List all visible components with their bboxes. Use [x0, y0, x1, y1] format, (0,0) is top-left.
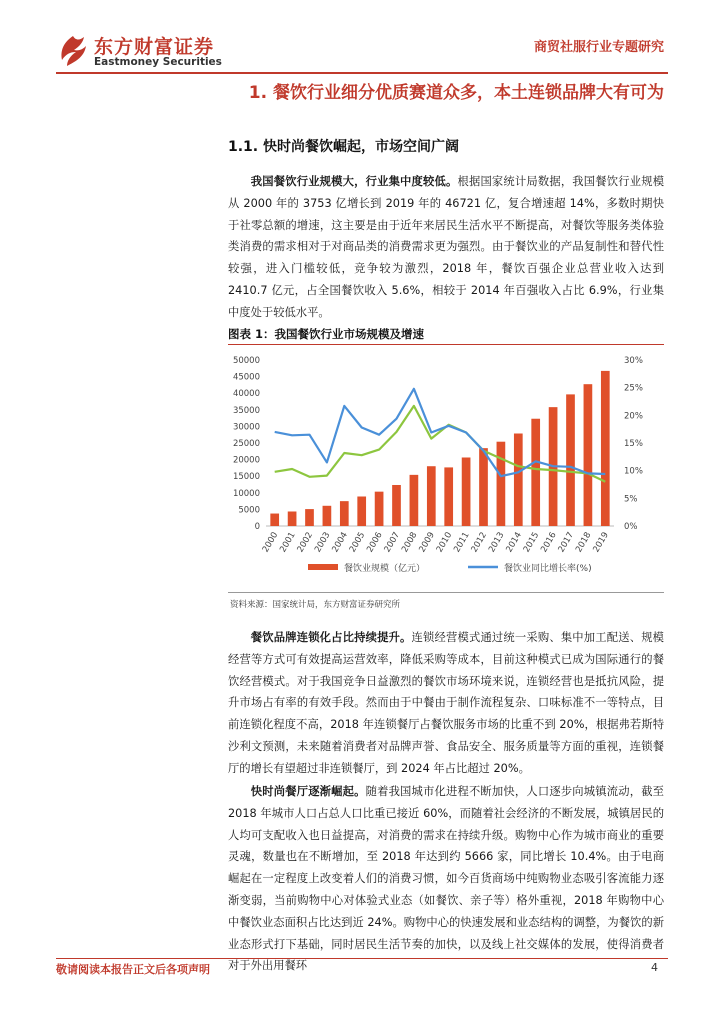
- x-tick-label: 2002: [295, 530, 316, 555]
- bar-2017: [566, 394, 575, 526]
- figure-bottom-rule: [228, 592, 664, 593]
- brand-name-en: Eastmoney Securities: [94, 56, 222, 68]
- paragraph-lead: 餐饮品牌连锁化占比持续提升。: [250, 631, 412, 644]
- bar-2014: [514, 434, 523, 526]
- x-tick-label: 2005: [347, 530, 368, 555]
- x-tick-label: 2008: [400, 530, 420, 555]
- legend-swatch-bar: [308, 564, 338, 570]
- y-tick-label: 50000: [232, 356, 260, 366]
- page-number: 4: [651, 961, 658, 974]
- x-tick-label: 2009: [417, 530, 437, 555]
- legend-label-line: 餐饮业同比增长率(%): [504, 564, 592, 574]
- y-tick-label: 15000: [232, 472, 260, 483]
- x-tick-label: 2017: [556, 530, 577, 555]
- paragraph-body: 根据国家统计局数据，我国餐饮行业规模从 2000 年的 3753 亿增长到 2019 年的 46721 亿，复合增速超 14%，多数时期快于社零总额的增速，这主要是由于近年来居民生活水平不断提高，对餐饮等服务类体验类消费的需求相对于对商品类的消费需求更为强烈。由于餐饮业的产品复制性和替代性较强，进入门槛较低，竞争较为激烈，2018 年，餐饮百强企业总营业收入达到 2410.7 亿元，占全国餐饮收入 5.6%，相较于 2014 年百强收入占比 6.9%，行业集中度处于较低水平。: [228, 175, 664, 319]
- eastmoney-logo-icon: [56, 34, 90, 68]
- x-tick-label: 2016: [539, 530, 559, 555]
- footer-divider: [56, 958, 668, 959]
- y2-tick-label: 25%: [624, 383, 643, 394]
- bar-2015: [531, 419, 540, 526]
- paragraph-lead: 快时尚餐厅逐渐崛起。: [250, 785, 366, 798]
- bar-2011: [462, 457, 471, 526]
- bar-2006: [375, 492, 384, 526]
- paragraph-lead: 我国餐饮行业规模大，行业集中度较低。: [250, 175, 458, 188]
- report-type: 商贸社服行业专题研究: [533, 40, 664, 55]
- x-tick-label: 2004: [330, 530, 350, 555]
- x-tick-label: 2018: [574, 530, 594, 555]
- y-tick-label: 20000: [232, 455, 260, 466]
- x-tick-label: 2001: [278, 530, 298, 555]
- x-tick-label: 2010: [434, 530, 455, 555]
- y-tick-label: 30000: [232, 422, 260, 433]
- x-tick-label: 2003: [313, 530, 333, 555]
- y2-tick-label: 20%: [624, 411, 643, 422]
- section-heading: 1. 餐饮行业细分优质赛道众多，本土连锁品牌大有可为: [248, 83, 664, 103]
- figure-title: 图表 1：我国餐饮行业市场规模及增速: [228, 327, 425, 341]
- paragraph-body: 连锁经营模式通过统一采购、集中加工配送、规模经营等方式可有效提高运营效率，降低采购等成本，目前这种模式已成为国际通行的餐饮经营模式。对于我国竞争日益激烈的餐饮市场环境来说，连锁经营也是抵抗风险，提升市场占有率的有效手段。然而由于中餐由于制作流程复杂、口味标准不一等特点，目前连锁化程度不高，2018 年连锁餐厅占餐饮服务市场的比重不到 20%，根据弗若斯特沙利文预测，未来随着消费者对品牌声誉、食品安全、服务质量等方面的重视，连锁餐厅的增长有望超过非连锁餐厅，到 2024 年占比超过 20%。: [228, 631, 664, 775]
- bar-2001: [288, 511, 297, 526]
- x-tick-label: 2012: [469, 530, 490, 555]
- bar-2008: [410, 475, 419, 526]
- bar-2000: [270, 514, 279, 526]
- y-tick-label: 40000: [232, 389, 260, 400]
- bar-2018: [584, 384, 593, 526]
- disclaimer-notice: 敬请阅读本报告正文后各项声明: [56, 963, 210, 976]
- bar-2004: [340, 501, 349, 526]
- market-size-chart: [222, 348, 668, 584]
- paragraph-industry-scale: [228, 171, 664, 324]
- y2-tick-label: 10%: [624, 466, 643, 477]
- bar-2019: [601, 371, 610, 526]
- bar-2003: [323, 506, 332, 526]
- y-tick-label: 10000: [232, 488, 260, 499]
- bar-2002: [305, 509, 314, 526]
- bar-2007: [392, 485, 401, 526]
- x-tick-label: 2006: [365, 530, 385, 555]
- y2-tick-label: 0%: [624, 522, 638, 532]
- bar-2010: [444, 467, 453, 526]
- x-tick-label: 2011: [452, 530, 472, 555]
- subsection-heading: 1.1. 快时尚餐饮崛起，市场空间广阔: [228, 139, 459, 155]
- y-tick-label: 25000: [232, 439, 260, 449]
- paragraph-fast-fashion: [228, 781, 664, 977]
- y-tick-label: 5000: [238, 505, 260, 516]
- x-tick-label: 2007: [382, 530, 403, 555]
- y2-tick-label: 15%: [624, 439, 643, 449]
- bar-2013: [497, 442, 506, 526]
- y2-tick-label: 5%: [624, 494, 638, 505]
- y2-tick-label: 30%: [624, 356, 643, 366]
- figure-source: 资料来源：国家统计局，东方财富证券研究所: [230, 600, 401, 610]
- bar-2012: [479, 448, 488, 526]
- x-tick-label: 2019: [591, 530, 611, 555]
- bar-2005: [357, 496, 366, 526]
- paragraph-body: 随着我国城市化进程不断加快，人口逐步向城镇流动，截至 2018 年城市人口占总人口比重已接近 60%，而随着社会经济的不断发展，城镇居民的人均可支配收入也日益提高，对消费的需求在持续升级。购物中心作为城市商业的重要灵魂，数量也在不断增加，至 2018 年达到约 5666 家，同比增长 10.4%。由于电商崛起在一定程度上改变着人们的消费习惯，如今百货商场中纯购物业态吸引客流能力逐渐变弱，当前购物中心对体验式业态（如餐饮、亲子等）格外重视，2018 年购物中心中餐饮业态面积占比达到近 24%。购物中心的快速发展和业态结构的调整，为餐饮的新业态形式打下基础，同时居民生活节奏的加快，以及线上社交媒体的发展，使得消费者对于外出用餐环: [228, 785, 664, 973]
- y-tick-label: 35000: [232, 405, 260, 416]
- figure-top-rule: [228, 344, 664, 345]
- header-divider: [56, 72, 668, 74]
- bar-2009: [427, 466, 436, 526]
- y-tick-label: 45000: [232, 372, 260, 383]
- y-tick-label: 0: [254, 522, 260, 532]
- x-tick-label: 2014: [504, 530, 524, 555]
- x-tick-label: 2000: [260, 530, 281, 555]
- legend-label-bar: 餐饮业规模（亿元）: [344, 564, 426, 574]
- x-tick-label: 2015: [521, 530, 542, 555]
- x-tick-label: 2013: [487, 530, 507, 555]
- paragraph-chain-share: [228, 627, 664, 780]
- brand-name-cn: 东方财富证券: [94, 36, 215, 58]
